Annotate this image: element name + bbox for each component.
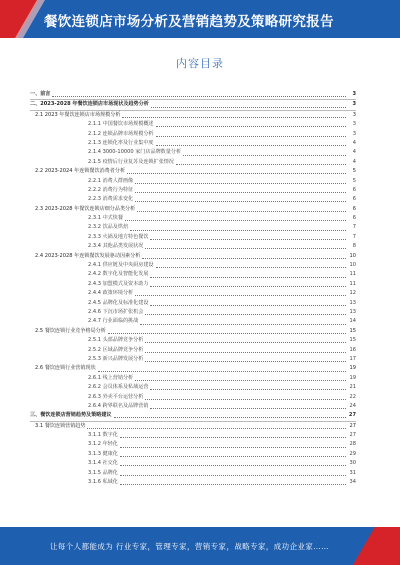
toc-page-number: 16 <box>349 346 356 353</box>
toc-page-number: 10 <box>349 252 356 259</box>
toc-page-number: 21 <box>349 384 356 391</box>
toc-leader-dots <box>145 248 346 249</box>
toc-entry[interactable] <box>30 450 356 459</box>
toc-leader-dots <box>130 230 346 231</box>
toc-entry[interactable] <box>30 177 356 186</box>
toc-leader-dots <box>98 371 346 372</box>
toc-entry-title: 2.6.4 跨界联名及品牌营销 <box>88 402 149 409</box>
toc-entry-title: 2.6.3 外卖平台运营分析 <box>88 393 144 400</box>
toc-page-number: 11 <box>349 280 356 287</box>
toc-page-number: 31 <box>349 469 356 476</box>
toc-entry-title: 2.4.6 下沉市场扩张机会 <box>88 308 144 315</box>
toc-leader-dots <box>183 155 346 156</box>
toc-page-number: 34 <box>349 479 356 486</box>
toc-page-number: 12 <box>349 290 356 297</box>
toc-entry[interactable] <box>30 411 356 421</box>
toc-leader-dots <box>120 475 346 476</box>
toc-page-number: 28 <box>349 441 356 448</box>
toc-entry-title: 2.4.2 数字化及智能化发展 <box>88 271 149 278</box>
toc-leader-dots <box>87 428 346 429</box>
toc-entry[interactable] <box>30 422 356 431</box>
toc-leader-dots <box>120 465 346 466</box>
toc-entry-title: 3.1.6 私域化 <box>88 479 118 486</box>
toc-entry-title: 2.1.2 连锁品牌市场规模分析 <box>88 130 154 137</box>
toc-page-number: 22 <box>349 393 356 400</box>
toc-leader-dots <box>145 361 346 362</box>
toc-entry[interactable] <box>30 242 356 251</box>
toc-entry[interactable] <box>30 195 356 204</box>
toc-entry[interactable] <box>30 431 356 440</box>
toc-page-number: 3 <box>352 91 356 97</box>
toc-leader-dots <box>156 126 346 127</box>
toc-page-number: 27 <box>349 432 356 439</box>
toc-entry[interactable] <box>30 167 356 176</box>
toc-page-number: 30 <box>349 460 356 467</box>
toc-page-number: 4 <box>352 149 356 156</box>
toc-page-number: 27 <box>348 412 356 419</box>
toc-page-number: 29 <box>349 450 356 457</box>
toc-leader-dots <box>156 267 346 268</box>
toc-entry-title: 3.1.2 年轻化 <box>88 441 118 448</box>
toc-entry-title: 3.1.5 品牌化 <box>88 469 118 476</box>
toc-entry[interactable] <box>30 469 356 478</box>
toc-entry-title: 2.5.1 头部品牌竞争分析 <box>88 337 144 344</box>
toc-leader-dots <box>150 239 346 240</box>
toc-page-number: 6 <box>352 205 356 212</box>
toc-leader-dots <box>120 437 346 438</box>
toc-entry[interactable] <box>30 364 356 373</box>
toc-page-number: 5 <box>352 177 356 184</box>
toc-leader-dots <box>150 389 346 390</box>
toc-entry-title: 2.5 餐饮连锁行业竞争格局分析 <box>35 327 106 334</box>
toc-leader-dots <box>142 258 346 259</box>
toc-leader-dots <box>120 484 346 485</box>
toc-leader-dots <box>150 305 346 306</box>
toc-page-number: 7 <box>352 224 356 231</box>
toc-leader-dots <box>108 333 346 334</box>
toc-leader-dots <box>176 164 346 165</box>
toc-entry-title: 3.1.1 数字化 <box>88 432 118 439</box>
toc-page-number: 11 <box>349 271 356 278</box>
toc-entry-title: 2.1 2023 年餐饮连锁店市场规模分析 <box>35 111 121 118</box>
toc-entry[interactable] <box>30 139 356 148</box>
toc-page-number: 4 <box>352 139 356 146</box>
toc-entry[interactable] <box>30 205 356 214</box>
toc-leader-dots <box>122 117 346 118</box>
toc-page-number: 19 <box>349 365 356 372</box>
toc-page-number: 6 <box>352 186 356 193</box>
toc-entry-title: 2.4 2023-2028 年连锁餐饮发展驱动因素分析 <box>35 252 141 259</box>
toc-page-number: 19 <box>349 374 356 381</box>
toc-page-number: 8 <box>352 243 356 250</box>
toc-entry[interactable] <box>30 158 356 167</box>
toc-leader-dots <box>125 220 346 221</box>
toc-page-number: 15 <box>349 337 356 344</box>
report-title: 餐饮连锁店市场分析及营销趋势及策略研究报告 <box>44 14 334 30</box>
toc-entry-title: 2.5.2 区域品牌竞争分析 <box>88 346 144 353</box>
toc-leader-dots <box>151 107 346 108</box>
toc-entry[interactable] <box>30 252 356 261</box>
toc-leader-dots <box>135 183 346 184</box>
toc-entry[interactable] <box>30 393 356 402</box>
toc-entry-title: 2.1.4 3000-10000 家门店品牌数量分析 <box>88 149 182 156</box>
toc-entry-title: 2.6.1 线上营销分析 <box>88 374 134 381</box>
toc-entry-title: 2.2.3 消费需求变化 <box>88 196 134 203</box>
toc-leader-dots <box>137 211 346 212</box>
toc-page-number: 5 <box>352 168 356 175</box>
toc-entry[interactable] <box>30 327 356 336</box>
toc-entry[interactable] <box>30 355 356 364</box>
toc-heading: 内容目录 <box>176 57 224 70</box>
toc-entry[interactable] <box>30 148 356 157</box>
toc-entry-title: 2.3.2 饮品及烘焙 <box>88 224 129 231</box>
toc-leader-dots <box>150 286 346 287</box>
toc-entry-title: 2.3.1 中式快餐 <box>88 215 123 222</box>
toc-entry-title: 2.6.2 会员体系及私域运营 <box>88 384 149 391</box>
toc-entry[interactable] <box>30 346 356 355</box>
toc-entry[interactable] <box>30 383 356 392</box>
toc-entry[interactable] <box>30 130 356 139</box>
toc-leader-dots <box>145 342 346 343</box>
toc-entry-title: 2.4.3 加盟模式及资本助力 <box>88 280 149 287</box>
toc-entry[interactable] <box>30 120 356 129</box>
toc-leader-dots <box>156 145 346 146</box>
toc-entry[interactable] <box>30 214 356 223</box>
toc-leader-dots <box>140 324 346 325</box>
toc-entry[interactable] <box>30 100 356 110</box>
toc-entry[interactable] <box>30 308 356 317</box>
toc-entry[interactable] <box>30 299 356 308</box>
toc-page-number: 3 <box>352 130 356 137</box>
toc-leader-dots <box>114 417 346 418</box>
toc-entry-title: 2.2.2 消费行为特征 <box>88 186 134 193</box>
toc-leader-dots <box>135 192 346 193</box>
toc-entry-title: 2.3.3 火锅及地方特色餐饮 <box>88 233 149 240</box>
toc-entry[interactable] <box>30 336 356 345</box>
toc-leader-dots <box>150 277 346 278</box>
toc-entry[interactable] <box>30 459 356 468</box>
toc-page-number: 4 <box>352 158 356 165</box>
toc-page-number: 24 <box>349 402 356 409</box>
toc-leader-dots <box>145 399 346 400</box>
toc-entry-title: 2.4.1 供应链及中央厨房建设 <box>88 262 154 269</box>
toc-page-number: 6 <box>352 196 356 203</box>
toc-leader-dots <box>145 352 346 353</box>
toc-entry-title: 3.1.3 健康化 <box>88 450 118 457</box>
toc-entry-title: 2.1.3 连锁化率及行业集中度 <box>88 139 154 146</box>
toc-entry-title: 2.4.4 政策环境分析 <box>88 290 134 297</box>
toc-leader-dots <box>120 456 346 457</box>
toc-page-number: 6 <box>352 215 356 222</box>
toc-entry[interactable] <box>30 261 356 270</box>
toc-page-number: 3 <box>352 111 356 118</box>
toc-page-number: 13 <box>349 308 356 315</box>
toc-page-number: 15 <box>349 327 356 334</box>
toc-leader-dots <box>135 295 346 296</box>
toc-page-number: 14 <box>349 318 356 325</box>
toc-leader-dots <box>135 380 346 381</box>
toc-entry-title: 2.1.1 中国餐饮市场规模概述 <box>88 121 154 128</box>
toc-leader-dots <box>52 96 346 97</box>
toc-leader-dots <box>120 447 346 448</box>
toc-entry-title: 2.2 2023-2024 年连锁餐饮消费者分析 <box>35 168 126 175</box>
toc-entry[interactable] <box>30 440 356 449</box>
toc-entry[interactable] <box>30 111 356 120</box>
toc-entry-title: 3.1 餐饮连锁营销趋势 <box>35 422 86 429</box>
toc-page-number: 10 <box>349 262 356 269</box>
table-of-contents <box>30 90 356 487</box>
toc-entry-title: 2.2.1 消费人群画像 <box>88 177 134 184</box>
toc-page-number: 17 <box>349 355 356 362</box>
toc-leader-dots <box>145 314 346 315</box>
toc-entry[interactable] <box>30 478 356 487</box>
toc-entry[interactable] <box>30 280 356 289</box>
toc-entry-title: 2.1.5 疫情后行业复苏及连锁扩张情况 <box>88 158 174 165</box>
toc-entry-title: 3.1.4 社交化 <box>88 460 118 467</box>
toc-page-number: 13 <box>349 299 356 306</box>
footer-slogan: 让每个人都能成为 行业专家，管理专家，营销专家，战略专家，成功企业家…… <box>50 542 330 551</box>
toc-entry-title: 2.6 餐饮连锁行业营销现状 <box>35 365 96 372</box>
toc-entry[interactable] <box>30 317 356 326</box>
toc-page-number: 7 <box>352 233 356 240</box>
toc-entry[interactable] <box>30 90 356 100</box>
toc-page-number: 3 <box>352 121 356 128</box>
toc-entry[interactable] <box>30 186 356 195</box>
toc-entry[interactable] <box>30 223 356 232</box>
toc-entry[interactable] <box>30 402 356 411</box>
header-banner <box>0 0 400 38</box>
toc-page-number: 27 <box>349 422 356 429</box>
toc-leader-dots <box>156 136 346 137</box>
toc-entry[interactable] <box>30 270 356 279</box>
toc-leader-dots <box>135 201 346 202</box>
toc-entry-title: 2.4.5 品牌化及标准化建设 <box>88 299 149 306</box>
toc-leader-dots <box>150 408 346 409</box>
toc-entry-title: 一、前言 <box>30 91 51 97</box>
toc-entry[interactable] <box>30 289 356 298</box>
toc-entry-title: 二、2023-2028 年餐饮连锁店市场现状及趋势分析 <box>30 101 149 108</box>
toc-entry-title: 2.5.3 新兴品牌发展分析 <box>88 355 144 362</box>
toc-entry-title: 三、餐饮连锁店营销趋势及策略建议 <box>30 412 112 419</box>
toc-entry[interactable] <box>30 233 356 242</box>
footer-banner <box>0 527 400 565</box>
toc-page-number: 3 <box>352 101 356 108</box>
toc-entry-title: 2.4.7 行业面临的挑战 <box>88 318 139 325</box>
toc-entry-title: 2.3 2023-2028 年餐饮连锁店细分品类分析 <box>35 205 136 212</box>
toc-entry[interactable] <box>30 374 356 383</box>
toc-entry-title: 2.3.4 其他品类发展状况 <box>88 243 144 250</box>
toc-leader-dots <box>127 173 346 174</box>
